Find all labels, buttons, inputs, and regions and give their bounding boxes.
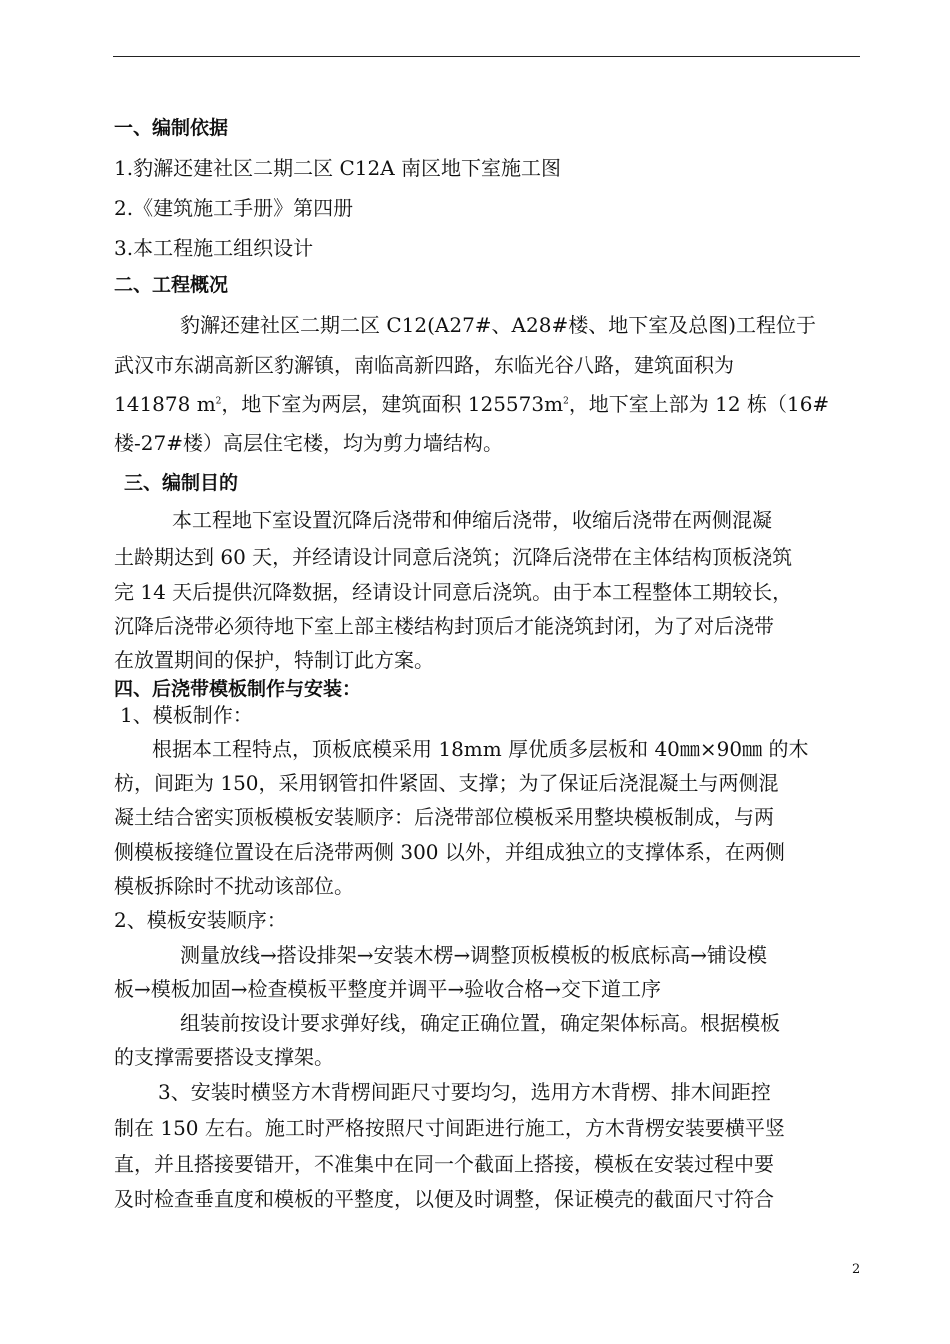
overview-line-3 <box>114 392 829 416</box>
formwork-line-1: 根据本工程特点，顶板底模采用 18mm 厚优质多层板和 40㎜×90㎜ 的木 <box>152 737 809 761</box>
basis-item-3: 3.本工程施工组织设计 <box>114 236 314 260</box>
subsection-2-title: 2、模板安装顺序： <box>114 908 287 932</box>
basis-item-1: 1.豹澥还建社区二期二区 C12A 南区地下室施工图 <box>114 156 561 180</box>
purpose-line-3: 完 14 天后提供沉降数据，经请设计同意后浇筑。由于本工程整体工期较长， <box>114 580 793 604</box>
formwork-line-3: 凝土结合密实顶板模板安装顺序：后浇带部位模板采用整块模板制成，与两 <box>114 805 774 829</box>
purpose-line-1: 本工程地下室设置沉降后浇带和伸缩后浇带，收缩后浇带在两侧混凝 <box>172 508 772 532</box>
section-1-heading: 一、编制依据 <box>114 117 229 139</box>
prep-line-1: 组装前按设计要求弹好线，确定正确位置，确定架体标高。根据模板 <box>180 1011 780 1035</box>
purpose-line-5: 在放置期间的保护，特制订此方案。 <box>114 648 434 672</box>
area-text-1: 141878 m <box>114 392 216 416</box>
area-text-2: ，地下室为两层，建筑面积 125573m <box>221 392 564 416</box>
install-line-2: 制在 150 左右。施工时严格按照尺寸间距进行施工，方木背楞安装要横平竖 <box>114 1116 785 1140</box>
area-sup-1: 2 <box>215 396 222 407</box>
formwork-line-4: 侧模板接缝位置设在后浇带两侧 300 以外，并组成独立的支撑体系，在两侧 <box>114 840 785 864</box>
sequence-line-2: 板→模板加固→检查模板平整度并调平→验收合格→交下道工序 <box>114 977 662 1001</box>
section-2-heading: 二、工程概况 <box>114 274 229 296</box>
sequence-line-1: 测量放线→搭设排架→安装木楞→调整顶板模板的板底标高→铺设模 <box>180 943 768 967</box>
formwork-line-5: 模板拆除时不扰动该部位。 <box>114 874 354 898</box>
area-text-3: ，地下室上部为 12 栋（16# <box>568 392 830 416</box>
overview-line-2: 武汉市东湖高新区豹澥镇，南临高新四路，东临光谷八路，建筑面积为 <box>114 353 734 377</box>
purpose-line-2: 土龄期达到 60 天，并经请设计同意后浇筑；沉降后浇带在主体结构顶板浇筑 <box>114 545 793 569</box>
header-rule <box>113 56 860 57</box>
basis-item-2: 2.《建筑施工手册》第四册 <box>114 196 354 220</box>
install-line-1: 3、安装时横竖方木背楞间距尺寸要均匀，选用方木背楞、排木间距控 <box>158 1080 771 1104</box>
prep-line-2: 的支撑需要搭设支撑架。 <box>114 1045 334 1069</box>
section-4-heading: 四、后浇带模板制作与安装： <box>114 678 362 700</box>
purpose-line-4: 沉降后浇带必须待地下室上部主楼结构封顶后才能浇筑封闭，为了对后浇带 <box>114 614 774 638</box>
formwork-line-2: 枋，间距为 150，采用钢管扣件紧固、支撑；为了保证后浇混凝土与两侧混 <box>114 771 779 795</box>
section-3-heading: 三、编制目的 <box>124 472 239 494</box>
area-sup-2: 2 <box>563 396 569 407</box>
page-number: 2 <box>852 1262 861 1277</box>
overview-line-1: 豹澥还建社区二期二区 C12(A27#、A28#楼、地下室及总图)工程位于 <box>180 313 817 337</box>
subsection-1-title: 1、模板制作： <box>120 703 253 727</box>
install-line-4: 及时检查垂直度和模板的平整度，以便及时调整，保证模壳的截面尺寸符合 <box>114 1187 774 1211</box>
install-line-3: 直，并且搭接要错开，不准集中在同一个截面上搭接，模板在安装过程中要 <box>114 1152 774 1176</box>
overview-line-4: 楼-27#楼）高层住宅楼，均为剪力墙结构。 <box>114 431 503 455</box>
